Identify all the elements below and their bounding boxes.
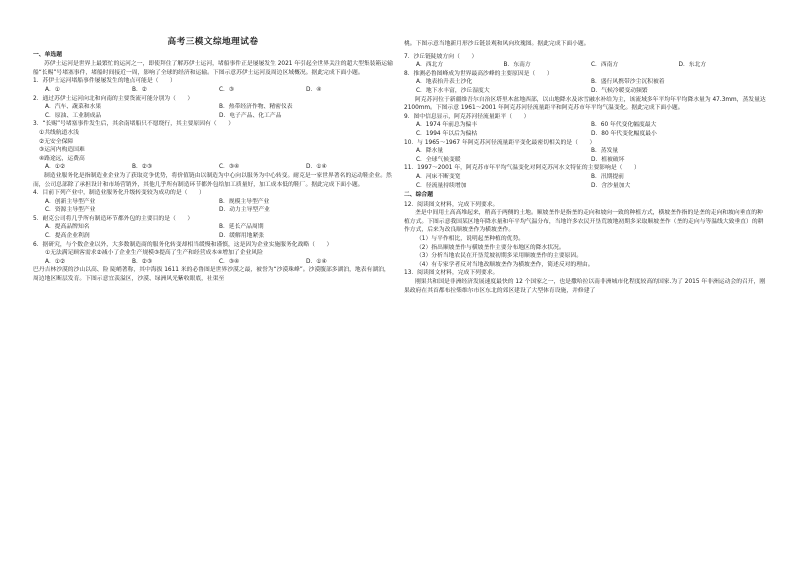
passage-nike: 制造业服务化是指制造业企业为了获取竞争优势，将价值链由以制造为中心向以服务为中心转变。耐克是一家世界著名的运动鞋企业。然而，公司总部除了承担设计和市场营销外，其他几乎所有制造环节都外包给加工质量好，加工成本低的鞋厂。据此完成下面小题。: [33, 172, 392, 188]
question-12-sub: （3）分析当地农民在开垦荒坡初期多采用顺坡垄作的主要原因。: [416, 253, 583, 260]
question-12-sub: （4）有专家学者反对当地改顺坡垄作为横坡垄作，简述反对的理由。: [416, 261, 594, 268]
question-7: 7．沙丘链陡坡方向（ ）: [404, 53, 478, 60]
question-4: 4．目前下列产业中，制造业服务化升级转变较为成功的是（ ）: [33, 190, 205, 197]
passage-badain-jaran: 巴丹吉林沙漠的沙山以高、险 陡峭著称，其中海拔 1611 米的必鲁图是世界沙漠之最，被誉为“沙漠珠峰”。沙漠腹部多湖泊，地表有湖泊，周边地区断层发育。下图示意宜羡溢区，沙漠、绿洲风光紫收眼底，社渠至: [33, 267, 390, 283]
item: ②无安全保障: [39, 138, 74, 145]
question-9-options: [404, 121, 766, 138]
question-11: 11．1997～2001 年，阿克苏市年平均气温变化对阿克苏河水文特征的主要影响是（ ）: [404, 165, 640, 172]
section-single-choice: 一、单选题: [33, 51, 62, 58]
option: D．动力主导型产业: [219, 207, 270, 214]
option: C．资源主导型产业: [45, 207, 96, 214]
option: A．西北方: [416, 62, 444, 69]
option: A．降水量: [416, 148, 444, 155]
option: D．①④: [306, 164, 327, 171]
passage-ridge-farming: 垄是中间用土高高堆起来，稍高于两侧的土地。顺坡垄作是指垄的走向和坡向一致的种植方式，横坡垄作指的是垄的走向和坡向垂直的种植方式。下图示意我国某区地年降水量和年平均气温分布，当地许多农民开垦荒坡地初期多采取顺坡垄作（垄的走向与等温线大致垂直）的耕作方式，后来为改良顺坡垄作为横坡垄作。: [404, 210, 764, 234]
option: D．气候冷暖变动频繁: [591, 87, 648, 94]
option: C．提高企业利润: [45, 233, 90, 240]
question-3-items: [33, 129, 393, 163]
option: B．东南方: [503, 62, 531, 69]
option: A．提高品牌知名: [45, 224, 90, 231]
right-column: [404, 40, 766, 295]
item: ③运河内构造国难: [39, 147, 85, 154]
question-6: 6．据研究，与个数企业以外，大多数制造商的服务化转变却相当缓慢和谨慎，这是因为企业实施服务化战略（ ）: [33, 241, 333, 248]
option: B．规模主导型产业: [219, 198, 270, 205]
question-7-options: [404, 61, 766, 70]
question-4-options: [33, 198, 393, 215]
option: B．60 年代变化幅度最大: [591, 122, 657, 129]
option: B．②: [132, 86, 147, 93]
question-9: 9．图中信息显示，阿克苏河径流量距平（ ）: [404, 113, 530, 120]
option: D．①④: [306, 258, 327, 265]
question-1-options: [33, 86, 393, 95]
passage-dunes-cont: 桃。下图示意当地新月形沙丘链景观和风向玫瑰图。据此完成下面小题。: [404, 41, 590, 47]
question-5: 5．耐克公司将几乎所有制造环节都外包的主要目的是（ ）: [33, 215, 194, 222]
option: C．③: [219, 86, 235, 93]
passage-suez: 苏伊士运河是世界上最繁忙的运河之一，即使拜住了解苏伊士运河，堵船事件正是屡屡发生 2021 年引起全世界关注的超大型集装箱运输船“长赐”号堵塞事件，堵船时间接近一周，影响了全球的经济和运输。下图示意苏伊士运河及周边区域概况。据此完成下面小题。: [33, 61, 393, 76]
option: A．①②: [45, 164, 66, 171]
item: ④路途远，运费高: [39, 155, 85, 162]
question-10: 10．与 1965～1967 年阿克苏河径流量距平变化最密切相关的是（ ）: [404, 139, 596, 146]
question-8: 8．推测必鲁图峰成为世界最高沙峰的主要原因是（ ）: [404, 70, 553, 77]
question-2: 2．通过苏伊士运河向北和向南的主要货流可能分别为（ ）: [33, 95, 194, 102]
option: C．原油、工业制成品: [45, 112, 102, 119]
option: B．延长产品周期: [219, 224, 264, 231]
option: A．①: [45, 86, 60, 93]
option: C．1994 年以后为偏枯: [416, 130, 478, 137]
option: D．80 年代变化幅度最小: [591, 130, 657, 137]
option: A．河床不断变宽: [416, 173, 461, 180]
option: D．电子产品、化工产品: [219, 112, 282, 119]
section-comprehensive: 二、综合题: [404, 192, 433, 199]
option: D．含沙量加大: [591, 182, 631, 189]
option: C．西南方: [591, 62, 619, 69]
option: B．②③: [132, 258, 153, 265]
option: C．全球气候变暖: [416, 156, 461, 163]
passage-aksu: 阿克苏河位于新疆维吾尔自治区塔里木盆地西部，以山地降水及冰雪融水补给为主，该流域多年平均年平均降水量为 47.3mm，蒸发量达 2100mm。下图示意 1961～2001 年阿克苏河径流量距平和阿克苏市年平均气温变化。据此完成下面小题。: [404, 96, 766, 112]
option: B．蒸发量: [591, 148, 619, 155]
option: C．地下水丰富，沙丘湿度大: [416, 87, 490, 94]
option: D．植被破坏: [591, 156, 625, 163]
option: A．汽车、蔬菜和水果: [45, 104, 102, 111]
option: C．③④: [219, 258, 240, 265]
question-3: 3．“长赐”号堵塞事件发生后，其余南堵船只不愿绕行，其主要原因有（ ）: [33, 121, 234, 128]
question-5-options: [33, 223, 393, 240]
option: A．①②: [45, 258, 66, 265]
question-10-options: [404, 147, 766, 164]
option: C．③④: [219, 164, 240, 171]
question-3-options: [33, 163, 393, 172]
option: B．②③: [132, 164, 153, 171]
question-2-options: [33, 103, 393, 120]
passage-congo: 刚果共和国是非洲经济发展速度最快的 12 个国家之一，也是撒哈拉以南非洲城市化程度较高的国家.为了 2015 年非洲运动会的召开，刚果政府在其首都布拉柴维尔市区东北的郊区建设了大型体育设施，并修建了: [404, 279, 766, 294]
option: B．热带经济作物、精密仪表: [219, 104, 293, 111]
question-12: 12．阅读图文材料，完成下列要求。: [404, 201, 499, 208]
question-12-sub: （2）指出顺坡垄作与横坡垄作主要分布地区的降水状况。: [416, 244, 565, 251]
option: D．东北方: [678, 62, 707, 69]
option: A．创新主导型产业: [45, 198, 96, 205]
option: A．地表抬升表土沙化: [416, 79, 473, 86]
question-11-options: [404, 173, 766, 190]
option: B．汛期提前: [591, 173, 624, 180]
question-6-items: ①无法满足顾客需求②减小了企业生产规模③提高了生产和经营成本④增加了企业风险: [45, 250, 263, 257]
option: D．④: [306, 86, 322, 93]
item: ①共线航道水浅: [39, 129, 79, 136]
page-title: 高考三模文综地理试卷: [167, 37, 259, 47]
question-12-sub: （1）与平作相比，说明起垄种植的优势。: [416, 236, 525, 243]
question-8-options: [404, 78, 766, 95]
option: C．径流量持续增加: [416, 182, 467, 189]
question-13: 13．阅读图文材料，完成下列要求。: [404, 270, 499, 277]
left-column: [33, 28, 393, 284]
option: B．盛行风携带沙尘沉积被着: [591, 79, 665, 86]
question-6-options: [33, 258, 393, 267]
option: A．1974 年前总为偏丰: [416, 122, 478, 129]
option: D．缓解用地紧张: [219, 233, 265, 240]
question-1: 1．苏伊士运河堵船事件屡屡发生的地点可能是（ ）: [33, 78, 176, 85]
